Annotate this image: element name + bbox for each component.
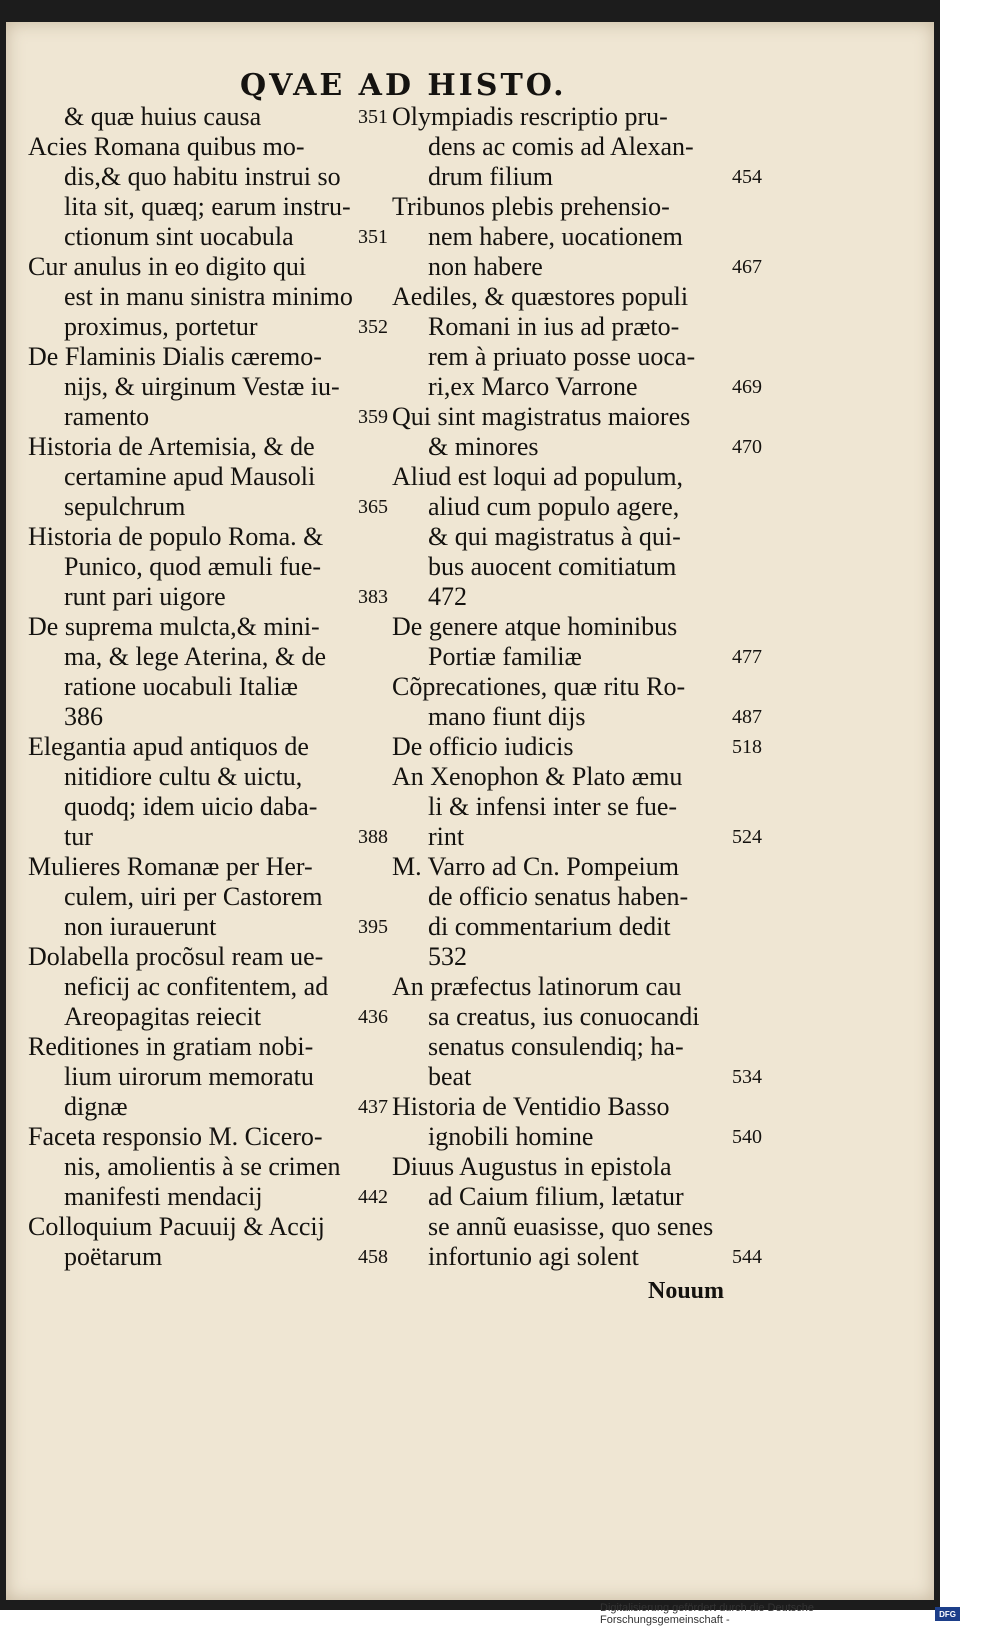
index-entry-line (28, 1092, 388, 1122)
index-entry-line (28, 912, 388, 942)
index-entry-line (392, 432, 762, 462)
index-entry-text: runt pari uigore (64, 582, 226, 611)
index-entry (392, 972, 762, 1092)
index-entry-line: Cur anulus in eo digito qui (28, 252, 307, 281)
index-entry-line: De suprema mulcta,& mini- (28, 612, 320, 641)
index-entry-line: nijs, & uirginum Vestæ iu- (64, 372, 340, 401)
index-entry-line (28, 1002, 388, 1032)
index-entry-line: Cõprecationes, quæ ritu Ro- (392, 672, 686, 701)
index-entry-text: Portiæ familiæ (428, 642, 582, 671)
index-entry-line: Faceta responsio M. Cicero- (28, 1122, 323, 1151)
index-entry-line (392, 642, 762, 672)
index-entry-text: poëtarum (64, 1242, 163, 1271)
index-entry-line (28, 402, 388, 432)
index-page-number: 442 (358, 1186, 388, 1208)
index-entry-text: beat (428, 1062, 472, 1091)
index-page-number: 544 (732, 1246, 762, 1268)
index-entry (392, 762, 762, 852)
index-entry-line: Acies Romana quibus mo- (28, 132, 305, 161)
index-page-number: 388 (358, 826, 388, 848)
index-entry-line: 532 (428, 942, 467, 971)
index-entry-line: De Flaminis Dialis cæremo- (28, 342, 322, 371)
index-entry-line: nis, amolientis à se crimen (64, 1152, 341, 1181)
index-entry-line: certamine apud Mausoli (64, 462, 316, 491)
index-entry-text: Areopagitas reiecit (64, 1002, 262, 1031)
index-entry (28, 612, 388, 732)
index-page-number: 351 (358, 226, 388, 248)
index-entry-line (392, 732, 762, 762)
index-entry-line: Colloquium Pacuuij & Accij (28, 1212, 325, 1241)
index-entry-line (392, 702, 762, 732)
index-entry-line: Qui sint magistratus maiores (392, 402, 691, 431)
index-entry-line (392, 372, 762, 402)
index-entry-line (392, 1122, 762, 1152)
catchword: Nouum (648, 1278, 725, 1304)
index-entry-line: 386 (64, 702, 103, 731)
index-entry-line (28, 822, 388, 852)
index-entry-text: proximus, portetur (64, 312, 258, 341)
dfg-logo: DFG (935, 1607, 960, 1621)
index-entry (392, 282, 762, 402)
index-entry (392, 1152, 762, 1272)
index-entry (392, 732, 762, 762)
index-entry-text: drum filium (428, 162, 553, 191)
index-entry-line: lita sit, quæq; earum instru- (64, 192, 351, 221)
index-entry-line (392, 1242, 762, 1272)
index-entry-text: De officio iudicis (392, 732, 574, 761)
index-entry-text: non habere (428, 252, 543, 281)
index-entry-text: sepulchrum (64, 492, 186, 521)
index-entry (392, 612, 762, 672)
index-entry-line: senatus consulendiq; ha- (428, 1032, 684, 1061)
index-entry-text: manifesti mendacij (64, 1182, 263, 1211)
index-entry-line: Elegantia apud antiquos de (28, 732, 309, 761)
index-entry (392, 852, 762, 972)
index-entry-line: di commentarium dedit (428, 912, 671, 941)
index-entry-line (392, 252, 762, 282)
index-entry (28, 252, 388, 342)
index-entry-line: De genere atque hominibus (392, 612, 678, 641)
index-page-number: 469 (732, 376, 762, 398)
index-entry-line: bus auocent comitiatum (428, 552, 677, 581)
index-entry (28, 1032, 388, 1122)
index-entry-line: culem, uiri per Castorem (64, 882, 323, 911)
index-entry-line: Historia de Artemisia, & de (28, 432, 315, 461)
index-entry-line: neficij ac confitentem, ad (64, 972, 329, 1001)
index-entry-text: tur (64, 822, 93, 851)
index-entry (392, 192, 762, 282)
index-entry-text: dignæ (64, 1092, 128, 1121)
index-entry-line: ratione uocabuli Italiæ (64, 672, 298, 701)
index-entry-line: Aediles, & quæstores populi (392, 282, 689, 311)
index-entry (392, 102, 762, 192)
index-entry-line: nem habere, uocationem (428, 222, 683, 251)
index-entry-line: An præfectus latinorum cau (392, 972, 682, 1001)
index-entry-line: An Xenophon & Plato æmu (392, 762, 683, 791)
index-entry-line: Romani in ius ad præto- (428, 312, 680, 341)
index-entry-line: li & infensi inter se fue- (428, 792, 678, 821)
index-page-number: 524 (732, 826, 762, 848)
index-entry-text: mano fiunt dijs (428, 702, 586, 731)
index-entry (28, 102, 388, 132)
footer-credit-text: Digitalisierung gefördert durch die Deutsche Forschungsgemeinschaft - (600, 1602, 815, 1626)
index-page-number: 467 (732, 256, 762, 278)
index-entry-line: Dolabella procõsul ream ue- (28, 942, 324, 971)
index-entry-line: ad Caium filium, lætatur (428, 1182, 684, 1211)
index-entry-line (392, 1062, 762, 1092)
index-entry-line (28, 1182, 388, 1212)
index-page-number: 359 (358, 406, 388, 428)
index-entry-line (28, 492, 388, 522)
index-entry-line (28, 312, 388, 342)
index-entry-line: Mulieres Romanæ per Her- (28, 852, 313, 881)
index-entry-line: & qui magistratus à qui- (428, 522, 681, 551)
index-entry-text: infortunio agi solent (428, 1242, 639, 1271)
index-page-number: 458 (358, 1246, 388, 1268)
index-entry-line: Diuus Augustus in epistola (392, 1152, 672, 1181)
index-entry-line: Reditiones in gratiam nobi- (28, 1032, 314, 1061)
index-entry (28, 132, 388, 252)
index-entry (392, 462, 762, 612)
running-head: QVAE AD HISTO. (240, 68, 567, 103)
index-entry (392, 672, 762, 732)
index-entry-line (28, 1242, 388, 1272)
index-entry (28, 732, 388, 852)
index-entry-line: Aliud est loqui ad populum, (392, 462, 684, 491)
footer-credit (600, 1604, 960, 1624)
index-entry-line: nitidiore cultu & uictu, (64, 762, 303, 791)
index-entry (28, 522, 388, 612)
index-entry-text: ri,ex Marco Varrone (428, 372, 638, 401)
index-entry-line (28, 102, 388, 132)
index-page-number: 540 (732, 1126, 762, 1148)
index-entry-text: ramento (64, 402, 150, 431)
index-entry-text: & minores (428, 432, 539, 461)
index-page-number: 534 (732, 1066, 762, 1088)
index-page-number: 395 (358, 916, 388, 938)
index-page-number: 365 (358, 496, 388, 518)
index-page-number: 352 (358, 316, 388, 338)
index-entry-line: quodq; idem uicio daba- (64, 792, 318, 821)
index-entry (28, 942, 388, 1032)
index-entry-line: rem à priuato posse uoca- (428, 342, 696, 371)
index-page-number: 351 (358, 106, 388, 128)
index-page-number: 477 (732, 646, 762, 668)
index-entry-line: Punico, quod æmuli fue- (64, 552, 322, 581)
index-entry-line: Historia de Ventidio Basso (392, 1092, 670, 1121)
index-entry (28, 1212, 388, 1272)
index-entry (28, 1122, 388, 1212)
index-entry-line: Historia de populo Roma. & (28, 522, 324, 551)
index-entry-text: & quæ huius causa (64, 102, 262, 131)
index-entry-line: Olympiadis rescriptio pru- (392, 102, 668, 131)
index-entry-line: est in manu sinistra minimo (64, 282, 353, 311)
index-entry-line: ma, & lege Aterina, & de (64, 642, 327, 671)
index-entry-line: 472 (428, 582, 467, 611)
index-entry-line: sa creatus, ius conuocandi (428, 1002, 700, 1031)
index-entry-line: dens ac comis ad Alexan- (428, 132, 694, 161)
index-entry-text: ignobili homine (428, 1122, 594, 1151)
index-entry-text: non iurauerunt (64, 912, 217, 941)
index-column-left (28, 102, 388, 1272)
index-entry-line: dis,& quo habitu instrui so (64, 162, 341, 191)
index-entry-line (28, 222, 388, 252)
index-entry (28, 342, 388, 432)
index-entry-line (28, 582, 388, 612)
index-entry-line: se annũ euasisse, quo senes (428, 1212, 714, 1241)
index-entry (392, 1092, 762, 1152)
index-entry (28, 432, 388, 522)
index-page-number: 454 (732, 166, 762, 188)
index-entry-line: M. Varro ad Cn. Pompeium (392, 852, 679, 881)
index-page-number: 437 (358, 1096, 388, 1118)
index-page-number: 383 (358, 586, 388, 608)
index-entry-line: Tribunos plebis prehensio- (392, 192, 670, 221)
index-page-number: 436 (358, 1006, 388, 1028)
index-entry (28, 852, 388, 942)
index-entry-line: lium uirorum memoratu (64, 1062, 314, 1091)
index-page-number: 470 (732, 436, 762, 458)
index-entry-line: aliud cum populo agere, (428, 492, 680, 521)
index-page-number: 487 (732, 706, 762, 728)
index-entry-text: ctionum sint uocabula (64, 222, 294, 251)
index-page-number: 518 (732, 736, 762, 758)
index-entry-text: rint (428, 822, 465, 851)
index-column-right (392, 102, 762, 1272)
index-entry-line (392, 162, 762, 192)
index-entry-line (392, 822, 762, 852)
index-entry (392, 402, 762, 462)
index-entry-line: de officio senatus haben- (428, 882, 689, 911)
